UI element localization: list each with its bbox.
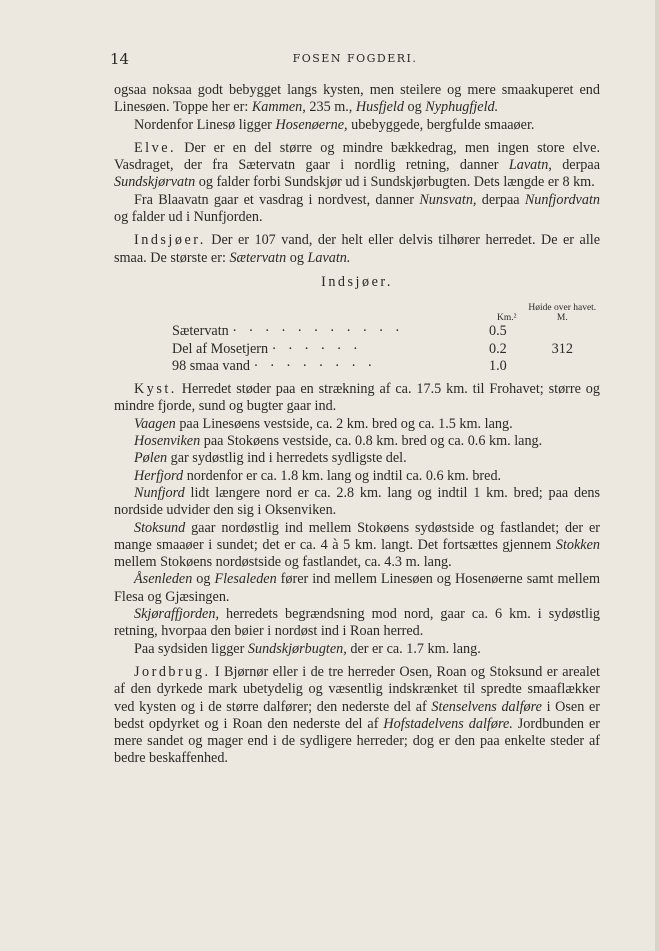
place-name: Herfjord: [134, 467, 184, 484]
text-run: der er ca. 1.7 km. lang.: [346, 640, 481, 657]
text-run: gaar nordøstlig ind mellem Stokøens sydøstside og fastlandet; der er mange smaaøer i sundet; det er ca. 4 à 5 km. langt. Det fortsættes gjennem: [114, 519, 600, 553]
place-name: Åsenleden: [134, 571, 193, 588]
lake-name: 98 smaa vand: [172, 357, 251, 374]
section-heading: Elve.: [134, 139, 177, 156]
place-name: Hosenøerne,: [275, 116, 348, 133]
paragraph-nunfjord: [114, 485, 600, 520]
paragraph-sundskjorbugten: [114, 641, 600, 658]
text-run: fører ind mellem Linesøen og Hosenøerne samt mellem Flesa og Gjæsingen.: [114, 571, 601, 605]
paragraph-leden: [114, 571, 600, 606]
text-run: og: [403, 99, 426, 116]
lake-height: 312: [551, 340, 573, 357]
lake-name: Sætervatn: [172, 323, 229, 340]
text-run: i Osen er bedst opdyrket og i Roan den nederste del af: [114, 698, 600, 732]
text-run: nordenfor er ca. 1.8 km. lang og indtil ca. 0.6 km. bred.: [183, 467, 502, 484]
col-height-header: Høide over havet. M.: [528, 303, 597, 324]
paragraph-blaavatn: [114, 192, 600, 227]
text-run: Fra Blaavatn gaar et vasdrag i nordvest, danner: [134, 191, 420, 208]
paragraph-kyst: [114, 381, 600, 416]
text-run: lidt længere nord er ca. 2.8 km. lang og indtil 1 km. bred; paa dens nordside udvider den sig i Oksenviken.: [114, 484, 600, 519]
text-run: derpaa: [551, 157, 600, 174]
text-run: derpaa: [476, 191, 525, 208]
text-run: paa Stokøens vestside, ca. 0.8 km. bred og ca. 0.6 km. lang.: [200, 433, 543, 450]
text-run: 235 m.,: [305, 99, 356, 116]
place-name: Nunsvatn,: [419, 191, 477, 208]
paragraph-elve: [114, 140, 600, 192]
text-run: Der er en del større og mindre bækkedrag, men ingen store elve. Vasdraget, der fra Sætervatn gaar i nordlig retning, danner: [114, 139, 600, 174]
section-heading: Kyst.: [134, 381, 177, 398]
place-name: Lavatn.: [307, 249, 351, 266]
text-run: Herredet støder paa en strækning af ca. 17.5 km. til Frohavet; større og mindre fjorde, sund og bugter gaar ind.: [114, 381, 600, 415]
place-name: Pølen: [134, 450, 168, 467]
paragraph-hosenviken: [114, 433, 600, 450]
text-run: paa Linesøens vestside, ca. 2 km. bred og ca. 1.5 km. lang.: [175, 415, 513, 432]
paragraph-skjoerafjorden: [114, 606, 600, 641]
lake-area: 0.2: [488, 340, 507, 357]
place-name: Kammen,: [251, 99, 306, 116]
col-area-header: Km.²: [497, 313, 517, 324]
lakes-table: [114, 293, 600, 375]
lake-area: 0.5: [488, 323, 507, 340]
text-run: ogsaa noksaa godt bebygget langs kysten, men steilere og mere smaakuperet end Linesøen. Toppe her er:: [114, 82, 600, 116]
text-run: Paa sydsiden ligger: [134, 640, 248, 657]
paragraph-herfjord: [114, 468, 600, 485]
place-name: Hosenviken: [134, 433, 201, 450]
paragraph-indsjoer: [114, 232, 600, 267]
place-name: Husfjeld: [355, 99, 404, 116]
text-run: og falder forbi Sundskjør ud i Sundskjørbugten. Dets længde er 8 km.: [195, 174, 595, 191]
place-name: Stoksund: [134, 519, 186, 536]
section-heading: Jordbrug.: [134, 663, 211, 680]
body-text: [114, 82, 600, 768]
page-header: [110, 50, 600, 72]
text-run: Der er 107 vand, der helt eller delvis tilhører herredet. De er alle smaa. De største er:: [114, 232, 600, 266]
table-row: Del af Mosetjern · · · · · · 0.2 312: [114, 341, 600, 358]
paragraph-coast-intro: [114, 82, 600, 117]
place-name: Stenselvens dalføre: [431, 698, 542, 715]
text-run: ubebyggede, bergfulde smaaøer.: [347, 116, 535, 133]
place-name: Nunfjordvatn: [524, 191, 600, 208]
lake-area: 1.0: [488, 357, 507, 374]
place-name: Sundskjørvatn: [114, 174, 196, 191]
text-run: mellem Stokøens nordøstside og fastlandet, ca. 4.3 m. lang.: [114, 554, 452, 571]
text-run: og: [192, 571, 215, 588]
place-name: Lavatn,: [508, 157, 552, 174]
text-run: herredets begrændsning mod nord, gaar ca. 6 km. i sydøstlig retning, hvorpaa den bøier i nordøst ind i Roan herred.: [114, 606, 600, 640]
place-name: Nyphugfjeld.: [425, 99, 499, 116]
paragraph-hosenoerne: [114, 117, 600, 134]
place-name: Sætervatn: [229, 249, 287, 266]
place-name: Sundskjørbugten,: [247, 640, 347, 657]
text-run: og: [286, 249, 308, 266]
place-name: Hofstadelvens dalføre.: [383, 715, 513, 732]
text-run: Nordenfor Linesø ligger: [134, 116, 276, 133]
page-edge: [655, 0, 659, 951]
place-name: Nunfjord: [134, 484, 185, 501]
text-run: og falder ud i Nunfjorden.: [114, 209, 263, 226]
running-title: FOSEN FOGDERI.: [292, 52, 418, 65]
place-name: Vaagen: [134, 415, 176, 432]
lake-name: Del af Mosetjern: [172, 340, 269, 357]
paragraph-vaagen: [114, 416, 600, 433]
text-run: gar sydøstlig ind i herredets sydligste del.: [167, 450, 407, 467]
table-row: 98 smaa vand · · · · · · · · 1.0: [114, 358, 600, 375]
lakes-table-title: Indsjøer.: [321, 273, 393, 290]
paragraph-polen: [114, 450, 600, 467]
table-row: Sætervatn · · · · · · · · · · · 0.5: [114, 323, 600, 340]
paragraph-jordbrug: [114, 664, 600, 768]
page-number: 14: [110, 50, 130, 68]
lake-height: [525, 358, 600, 375]
lake-height: [525, 323, 600, 340]
section-heading: Indsjøer.: [134, 232, 206, 249]
place-name: Skjøraffjorden,: [134, 606, 219, 623]
text-run: Jordbunden er mere sandet og mager end i de sydligere herreder; dog er den paa enkelte steder af bedre beskaffenhed.: [114, 715, 600, 767]
place-name: Stokken: [555, 536, 600, 553]
text-run: I Bjørnør eller i de tre herreder Osen, Roan og Stoksund er arealet af den dyrkede mark ubetydelig og væsentlig indskrænket til spredte smaaflækker ved kysten og i de større dalfører; den nederste del af: [114, 663, 600, 715]
paragraph-stoksund: [114, 520, 600, 572]
table-header-row: [114, 293, 600, 323]
place-name: Flesaleden: [214, 571, 277, 588]
